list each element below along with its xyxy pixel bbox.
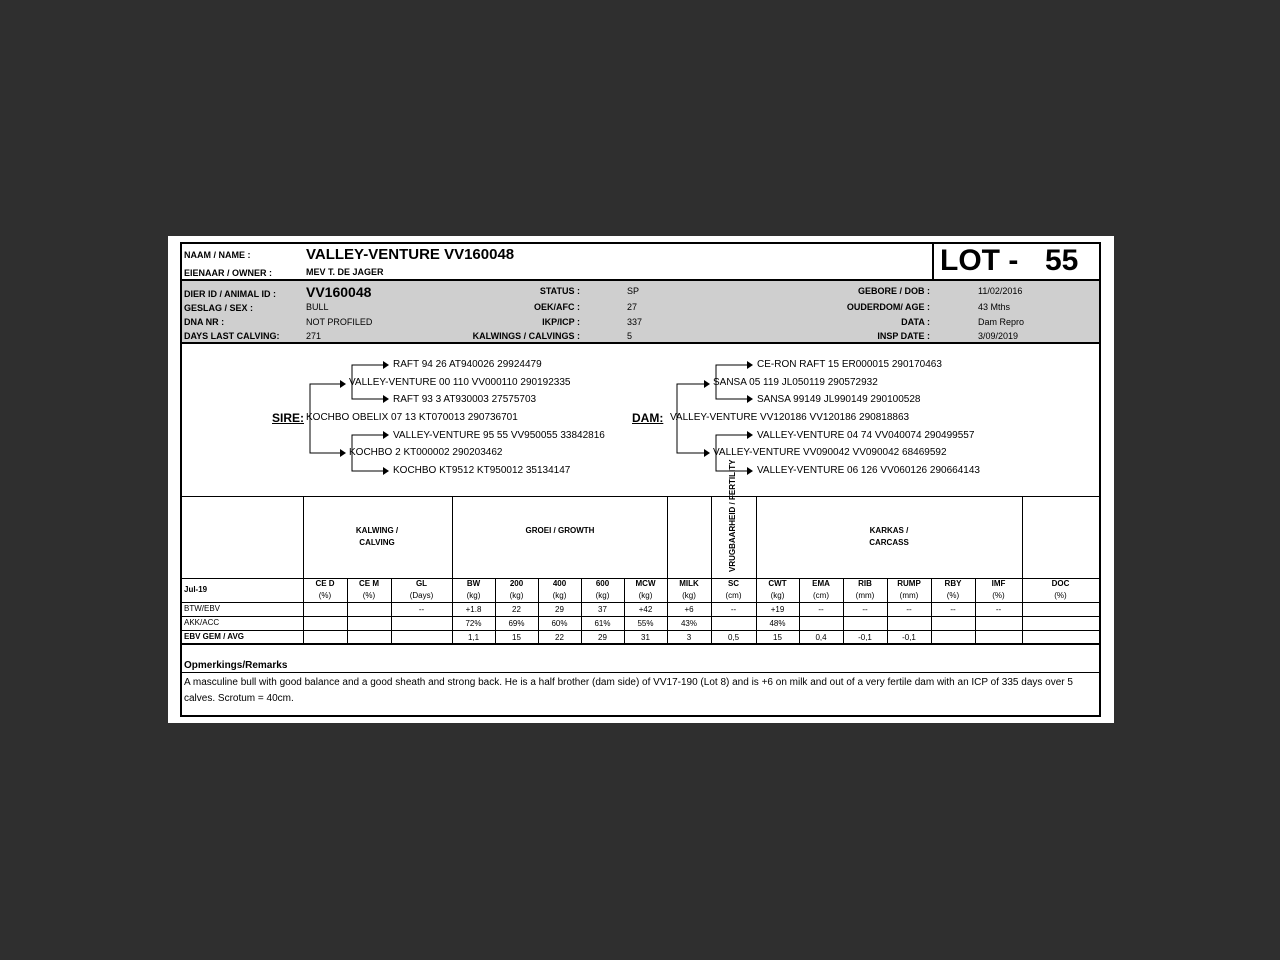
ebv-cell: 72% bbox=[465, 619, 482, 628]
owner-value: MEV T. DE JAGER bbox=[306, 267, 384, 277]
ebv-col-name: BW bbox=[466, 579, 481, 588]
calving-group-header: KALWING / CALVING bbox=[355, 526, 399, 547]
card-frame bbox=[180, 242, 1101, 717]
ebv-cell: -- bbox=[995, 605, 1002, 614]
ebv-col-name: SC bbox=[727, 579, 740, 588]
dob-label: GEBORE / DOB : bbox=[857, 286, 930, 296]
icp-label: IKP/ICP : bbox=[542, 317, 580, 327]
growth-group-header: GROEI / GROWTH bbox=[525, 526, 595, 535]
sire-sire: VALLEY-VENTURE 00 110 VV000110 290192335 bbox=[349, 377, 571, 388]
ebv-cell: +1.8 bbox=[465, 605, 482, 614]
ebv-cell: 43% bbox=[680, 619, 697, 628]
days-last-calving-label: DAYS LAST CALVING: bbox=[184, 331, 280, 341]
ebv-cell: 22 bbox=[512, 605, 521, 614]
ebv-col-name: IMF bbox=[991, 579, 1006, 588]
sex-value: BULL bbox=[306, 302, 329, 312]
dob-value: 11/02/2016 bbox=[978, 286, 1023, 296]
lot-divider bbox=[932, 244, 934, 281]
ebv-col-header bbox=[843, 578, 887, 602]
ebv-cell: 60% bbox=[551, 619, 568, 628]
ebv-cell: 0,5 bbox=[727, 633, 740, 642]
ebv-col-header bbox=[975, 578, 1022, 602]
ebv-col-header bbox=[303, 578, 347, 602]
days-last-calving-value: 271 bbox=[306, 331, 322, 341]
ebv-col-name: CE D bbox=[315, 579, 335, 588]
sire-dam: KOCHBO 2 KT000002 290203462 bbox=[349, 447, 503, 458]
ebv-col-unit: (kg) bbox=[509, 591, 524, 600]
sire-label: SIRE: bbox=[272, 411, 305, 425]
dam-dam: VALLEY-VENTURE VV090042 VV090042 68469592 bbox=[713, 447, 947, 458]
pedigree-divider bbox=[182, 496, 1099, 497]
ebv-col-unit: (%) bbox=[1054, 591, 1067, 600]
dam-dam-sire: VALLEY-VENTURE 04 74 VV040074 290499557 bbox=[757, 430, 975, 441]
ebv-cell: +6 bbox=[684, 605, 694, 614]
owner-label: EIENAAR / OWNER : bbox=[184, 268, 273, 278]
sire-dam-sire: VALLEY-VENTURE 95 55 VV950055 33842816 bbox=[393, 430, 605, 441]
ebv-col-name: RBY bbox=[944, 579, 962, 588]
ebv-col-name: 400 bbox=[552, 579, 567, 588]
ebv-col-header bbox=[538, 578, 581, 602]
lot-card bbox=[168, 236, 1114, 723]
sex-label: GESLAG / SEX : bbox=[184, 303, 254, 313]
ebv-col-name: 600 bbox=[595, 579, 610, 588]
animal-name: VALLEY-VENTURE VV160048 bbox=[306, 246, 515, 263]
animal-id-value: VV160048 bbox=[306, 284, 372, 300]
ebv-col-header bbox=[667, 578, 711, 602]
status-value: SP bbox=[627, 286, 640, 296]
dam-sire: SANSA 05 119 JL050119 290572932 bbox=[713, 377, 878, 388]
ebv-col-unit: (Days) bbox=[409, 591, 434, 600]
insp-date-label: INSP DATE : bbox=[877, 331, 930, 341]
dna-label: DNA NR : bbox=[184, 317, 225, 327]
ebv-date: Jul-19 bbox=[184, 585, 208, 594]
ebv-cell: 1,1 bbox=[467, 633, 480, 642]
ebv-row-label: BTW/EBV bbox=[184, 604, 221, 613]
fertility-group-header: VRUGBAARHEID / FERTILITY bbox=[728, 459, 737, 572]
dam-sire-sire: CE-RON RAFT 15 ER000015 290170463 bbox=[757, 359, 942, 370]
calvings-label: KALWINGS / CALVINGS : bbox=[472, 331, 580, 341]
ebv-col-header bbox=[931, 578, 975, 602]
ebv-col-name: RIB bbox=[858, 579, 872, 588]
ebv-col-header bbox=[624, 578, 667, 602]
lot-number: 55 bbox=[1045, 244, 1079, 277]
ebv-cell: -- bbox=[418, 605, 425, 614]
ebv-col-name: CWT bbox=[768, 579, 787, 588]
avg-row-label: EBV GEM / AVG bbox=[184, 632, 245, 641]
remarks-divider bbox=[182, 672, 1099, 673]
ebv-cell: 55% bbox=[637, 619, 654, 628]
afc-value: 27 bbox=[627, 302, 638, 312]
ebv-col-name: RUMP bbox=[897, 579, 921, 588]
ebv-col-header bbox=[452, 578, 495, 602]
ebv-cell: -0,1 bbox=[902, 633, 916, 642]
ebv-col-unit: (kg) bbox=[770, 591, 785, 600]
sire-dam-dam: KOCHBO KT9512 KT950012 35134147 bbox=[393, 465, 571, 476]
dam-dam-dam: VALLEY-VENTURE 06 126 VV060126 290664143 bbox=[757, 465, 980, 476]
status-label: STATUS : bbox=[539, 286, 580, 296]
age-label: OUDERDOM/ AGE : bbox=[846, 302, 930, 312]
ebv-cell: +19 bbox=[770, 605, 785, 614]
ebv-col-unit: (cm) bbox=[725, 591, 742, 600]
sire-sire-dam: RAFT 93 3 AT930003 27575703 bbox=[393, 394, 537, 405]
ebv-col-unit: (%) bbox=[318, 591, 332, 600]
ebv-col-header bbox=[799, 578, 843, 602]
ebv-col-name: GL bbox=[415, 579, 428, 588]
ebv-cell: 31 bbox=[641, 633, 650, 642]
ebv-col-unit: (%) bbox=[992, 591, 1005, 600]
ebv-col-unit: (%) bbox=[362, 591, 376, 600]
ebv-col-unit: (kg) bbox=[638, 591, 653, 600]
acc-row-label: AKK/ACC bbox=[184, 618, 220, 627]
ebv-cell: -- bbox=[950, 605, 956, 614]
ebv-cell: 22 bbox=[555, 633, 564, 642]
ebv-col-name: 200 bbox=[509, 579, 524, 588]
ebv-cell: -- bbox=[730, 605, 737, 614]
ebv-col-name: MCW bbox=[635, 579, 656, 588]
ebv-cell: -- bbox=[818, 605, 824, 614]
carcass-group-header: KARKAS / CARCASS bbox=[869, 526, 909, 547]
ebv-col-unit: (kg) bbox=[466, 591, 481, 600]
ebv-col-header bbox=[347, 578, 391, 602]
fertility-group-header-box bbox=[716, 459, 750, 576]
ebv-cell: 0,4 bbox=[815, 633, 827, 642]
afc-label: OEK/AFC : bbox=[534, 302, 580, 312]
name-label: NAAM / NAME : bbox=[184, 250, 251, 260]
icp-value: 337 bbox=[627, 317, 643, 327]
ebv-cell: 37 bbox=[598, 605, 607, 614]
ebv-col-header bbox=[887, 578, 931, 602]
ebv-cell: 48% bbox=[769, 619, 786, 628]
ebv-cell: 15 bbox=[773, 633, 782, 642]
ebv-col-unit: (kg) bbox=[682, 591, 696, 600]
ebv-cell: 29 bbox=[555, 605, 564, 614]
data-label: DATA : bbox=[901, 317, 930, 327]
ebv-col-unit: (cm) bbox=[813, 591, 829, 600]
ebv-col-header bbox=[495, 578, 538, 602]
ebv-col-name: EMA bbox=[812, 579, 830, 588]
ebv-col-name: CE M bbox=[359, 579, 379, 588]
ebv-col-unit: (mm) bbox=[855, 591, 875, 600]
dam-label: DAM: bbox=[632, 411, 664, 425]
ebv-cell: 29 bbox=[598, 633, 607, 642]
ebv-col-header bbox=[1022, 578, 1099, 602]
ebv-col-unit: (kg) bbox=[595, 591, 610, 600]
age-value: 43 Mths bbox=[978, 302, 1011, 312]
remarks-title: Opmerkings/Remarks bbox=[184, 660, 288, 671]
ebv-cell: +42 bbox=[638, 605, 653, 614]
ebv-col-name: MILK bbox=[679, 579, 699, 588]
ebv-cell: 15 bbox=[512, 633, 521, 642]
sire-sire-sire: RAFT 94 26 AT940026 29924479 bbox=[393, 359, 542, 370]
ebv-col-unit: (kg) bbox=[552, 591, 567, 600]
ebv-col-unit: (mm) bbox=[899, 591, 919, 600]
ebv-col-unit: (%) bbox=[946, 591, 960, 600]
ebv-cell: 69% bbox=[508, 619, 525, 628]
ebv-col-header bbox=[581, 578, 624, 602]
ebv-col-header bbox=[391, 578, 452, 602]
dam-sire-dam: SANSA 99149 JL990149 290100528 bbox=[757, 394, 921, 405]
ebv-col-name: DOC bbox=[1051, 579, 1070, 588]
dna-value: NOT PROFILED bbox=[306, 317, 373, 327]
ebv-col-header bbox=[756, 578, 799, 602]
ebv-col-header bbox=[711, 578, 756, 602]
ebv-cell: 3 bbox=[686, 633, 692, 642]
info-panel bbox=[182, 281, 1099, 343]
sire: KOCHBO OBELIX 07 13 KT070013 290736701 bbox=[306, 412, 518, 423]
ebv-cell: -- bbox=[906, 605, 912, 614]
ebv-cell: 61% bbox=[594, 619, 611, 628]
remarks-text: A masculine bull with good balance and a good sheath and strong back. He is a half brother (dam side) of VV17-190 (Lot 8) and is +6 on milk and out of a very fertile dam with an ICP of 335 days over 5 calves. Scrotum = 40cm. bbox=[184, 677, 1073, 704]
animal-id-label: DIER ID / ANIMAL ID : bbox=[184, 289, 276, 299]
dam: VALLEY-VENTURE VV120186 VV120186 290818863 bbox=[670, 412, 910, 423]
lot-label: LOT - bbox=[940, 244, 1019, 277]
calvings-value: 5 bbox=[627, 331, 633, 341]
ebv-cell: -0,1 bbox=[858, 633, 872, 642]
ebv-cell: -- bbox=[862, 605, 868, 614]
data-value: Dam Repro bbox=[978, 317, 1025, 327]
insp-date-value: 3/09/2019 bbox=[978, 331, 1019, 341]
